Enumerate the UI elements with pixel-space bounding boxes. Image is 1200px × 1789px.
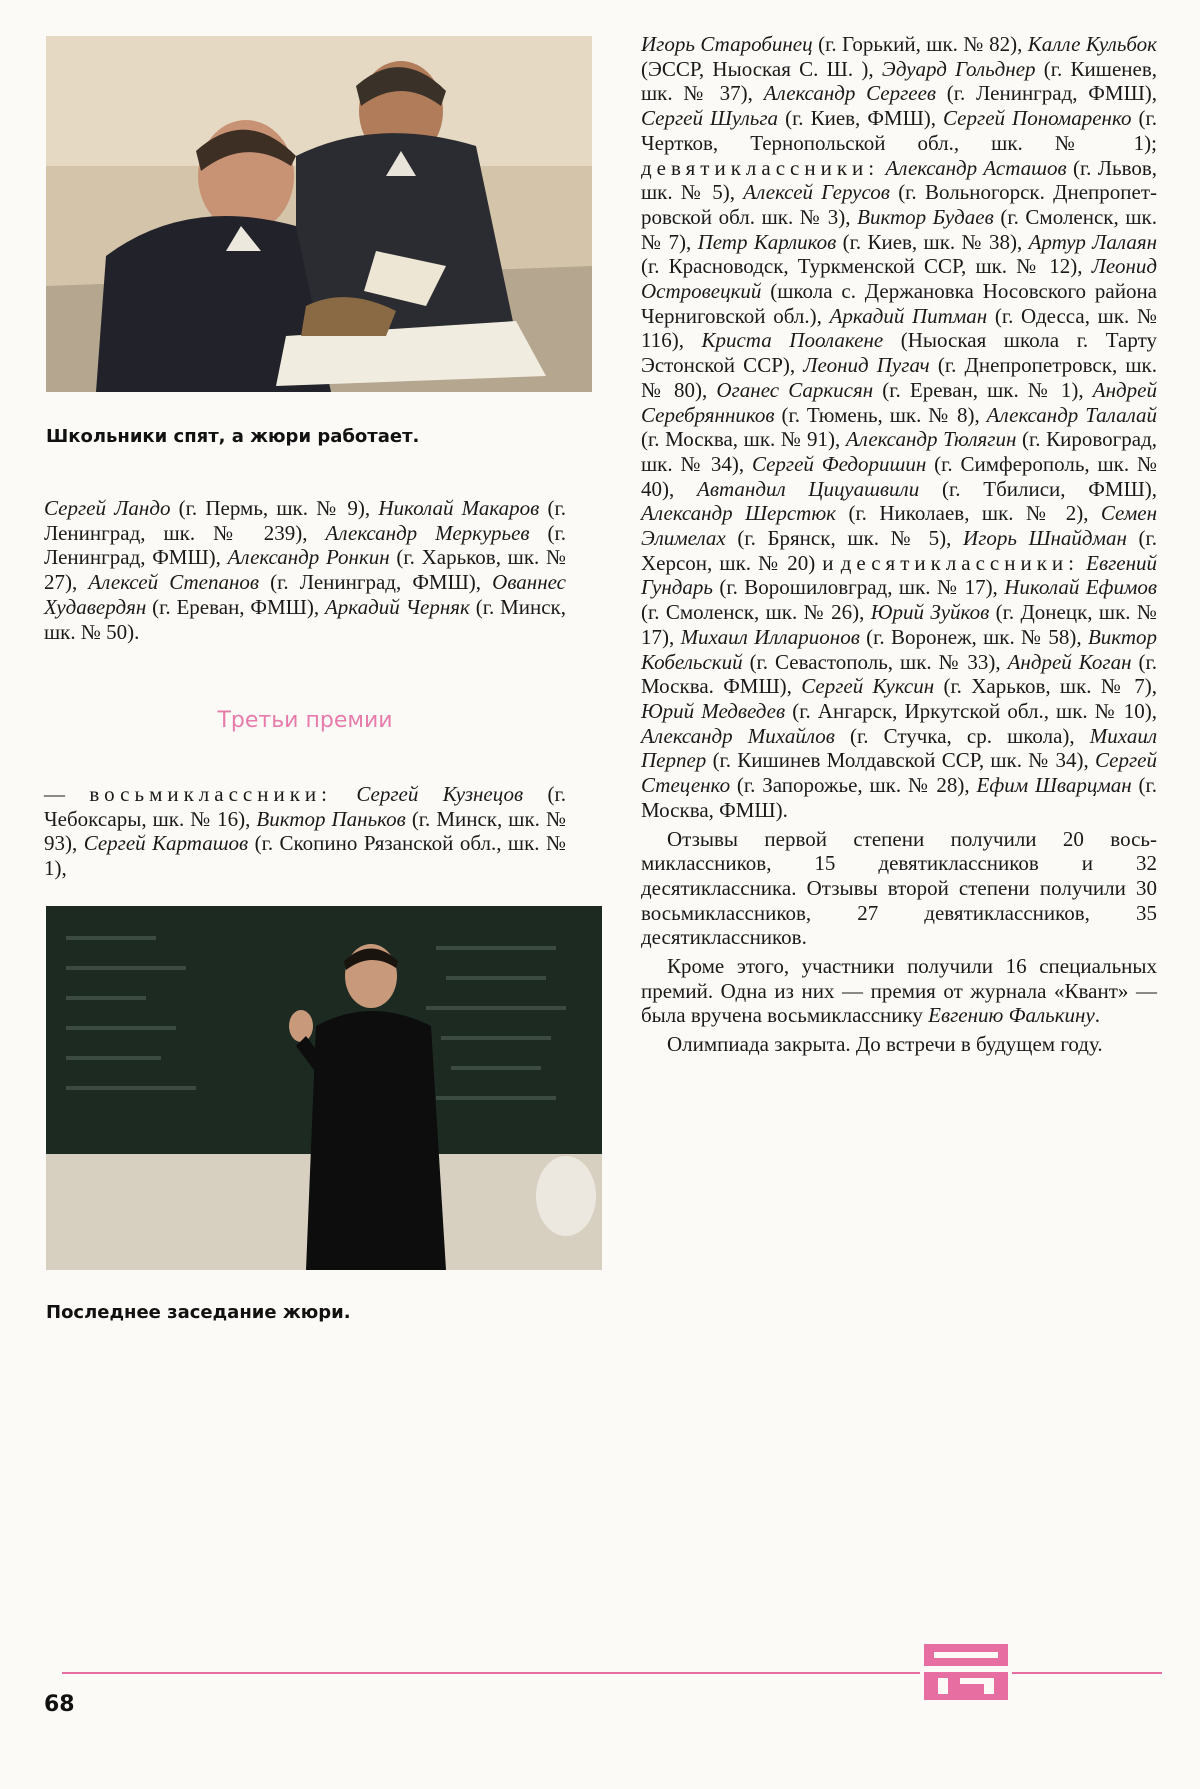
person-name: Виктор Кобельский xyxy=(641,624,1158,674)
photo-jury-working-image xyxy=(46,36,592,392)
person-name: Николай Макаров xyxy=(378,496,540,520)
person-name: Автандил Цицуашвили xyxy=(697,476,920,501)
text: (г. Кировоград, шк. № 34), xyxy=(641,427,1158,476)
person-name: Александр Асташов xyxy=(885,155,1067,180)
photo-last-jury-meeting xyxy=(46,906,602,1270)
page-number: 68 xyxy=(44,1692,75,1717)
text: (г. Минск, шк. № 93), xyxy=(44,806,566,856)
person-name: Сергей Пономаренко xyxy=(943,106,1132,131)
text: (г. Москва, шк. № 91), xyxy=(641,427,846,452)
person-name: Леонид Пугач xyxy=(803,353,930,378)
text: (г. Чебоксары, шк. № 16), xyxy=(44,782,566,831)
person-name: Андрей Коган xyxy=(1007,649,1132,674)
paragraph-honorable-mentions: Отзывы первой степени получили 20 восьмиклассников, 15 девятиклассников и 32 десятиклассника. Отзывы второй степени получили 30 восьмиклассников, 27 девятиклассников, 35 десятиклассников. xyxy=(641,826,1157,950)
person-name: Александр Шерстюк xyxy=(641,501,836,526)
text: (г. Смоленск, шк. № 7), xyxy=(641,204,1157,254)
right-column-text xyxy=(641,32,1157,1057)
text: (г. Харьков, шк. № 27), xyxy=(44,545,567,595)
text: (г. Херсон, шк. № 20) и xyxy=(641,526,1157,575)
text: (г. Ереван, шк. № 1), xyxy=(873,377,1093,402)
text: (г. Киев, ФМШ), xyxy=(778,106,944,131)
person-name: Виктор Паньков xyxy=(256,806,406,831)
person-name: Юрий Медведев xyxy=(641,698,786,723)
text: (г. Ворошиловград, шк. № 17), xyxy=(712,575,1005,600)
text: (г. Стучка, ср. школа), xyxy=(834,723,1090,748)
text: (г. Симферополь, шк. № 40), xyxy=(641,451,1157,501)
text: (г. Москва. ФМШ), xyxy=(641,649,1157,699)
person-name: Игорь Шнайдман xyxy=(963,526,1127,551)
person-name: Александр Талалай xyxy=(986,402,1157,427)
text: (г. Тюмень, шк. № 8), xyxy=(774,402,987,427)
person-name: Эдуард Гольднер xyxy=(881,56,1036,81)
person-name: Криста Поолакене xyxy=(701,328,884,353)
photo-last-jury-meeting-image xyxy=(46,906,602,1270)
text: (г. Смоленск, шк. № 26), xyxy=(641,600,871,625)
person-name: Сергей Федоришин xyxy=(751,451,927,476)
text: — xyxy=(44,782,90,806)
text: . xyxy=(1094,1003,1101,1028)
person-name: Александр Тюлягин xyxy=(845,427,1017,452)
text: (г. Одесса, шк. № 116), xyxy=(641,303,1157,353)
text: (г. Брянск, шк. № 5), xyxy=(725,526,964,551)
text: (г. Ленинград, шк. № 239), xyxy=(44,496,566,545)
text: (ЭССР, Ныоская С. Ш. ), xyxy=(641,56,882,81)
person-name: Аркадий Питман xyxy=(829,303,988,328)
second-prize-list-continued xyxy=(44,496,566,644)
text: (г. Ленинград, ФМШ), xyxy=(259,570,493,595)
text: (г. Пермь, шк. № 9), xyxy=(170,496,379,520)
text: (г. Воронеж, шк. № 58), xyxy=(859,624,1088,649)
text: (г. Минск, шк. № 50). xyxy=(44,594,566,644)
text: (г. Кишинев Молдавской ССР, шк. № 34), xyxy=(706,748,1095,773)
text: (г. Донецк, шк. № 17), xyxy=(641,600,1157,649)
left-column-text-bottom xyxy=(44,782,566,881)
text: (г. Киев, шк. № 38), xyxy=(836,229,1029,254)
text: (г. Севастополь, шк. № 33), xyxy=(742,649,1008,674)
person-name: Сергей Стеценко xyxy=(641,748,1157,798)
person-name: Сергей Шульга xyxy=(641,106,779,131)
person-name: Евгению Фалькину xyxy=(928,1003,1095,1028)
text: (г. Николаев, шк. № 2), xyxy=(835,501,1101,526)
person-name: Алексей Степанов xyxy=(88,570,260,595)
left-column-text-top xyxy=(44,496,566,644)
person-name: Артур Лалаян xyxy=(1028,229,1157,254)
grade-label: восьмиклассники: xyxy=(89,782,332,806)
person-name: Андрей Серебрянников xyxy=(641,377,1157,427)
person-name: Николай Ефимов xyxy=(1004,575,1157,600)
person-name: Сергей Карташов xyxy=(83,831,249,856)
grade-label: десятиклассники: xyxy=(840,550,1080,575)
person-name: Игорь Старобинец xyxy=(641,32,813,56)
text: (г. Кишенев, шк. № 37), xyxy=(641,56,1157,106)
person-name: Александр Михайлов xyxy=(641,723,835,748)
person-name: Оганес Саркисян xyxy=(716,377,874,402)
text: (г. Ереван, ФМШ), xyxy=(146,594,325,619)
person-name: Сергей Кузнецов xyxy=(356,782,524,806)
person-name: Юрий Зуйков xyxy=(870,600,990,625)
text: (г. Запорожье, шк. № 28), xyxy=(730,773,977,798)
text: (г. Красноводск, Туркменской ССР, шк. № 12), xyxy=(641,254,1092,279)
person-name: Аркадий Черняк xyxy=(324,594,470,619)
photo-jury-working xyxy=(46,36,592,392)
text: (г. Ангарск, Иркутской обл., шк. № 10), xyxy=(785,698,1157,723)
text: (г. Ленинград, ФМШ), xyxy=(936,81,1158,106)
person-name: Сергей Куксин xyxy=(801,674,935,699)
person-name: Виктор Будаев xyxy=(857,204,994,229)
text: (школа с. Держановка Носовского района Черниговской обл.), xyxy=(641,279,1157,328)
photo-caption-jury-working: Школьники спят, а жюри работает. xyxy=(46,426,420,447)
third-prize-list-continued xyxy=(641,32,1157,823)
person-name: Калле Кульбок xyxy=(1027,32,1157,56)
person-name: Алексей Герусов xyxy=(743,180,890,205)
person-name: Петр Карликов xyxy=(697,229,837,254)
text: Кроме этого, участники получили 16 специальных премий. Одна из них — премия от журнала «Квант» — была вручена восьмикласснику xyxy=(641,954,1157,1028)
text: (г. Вольногорск. Днепропетровской обл. шк. № 3), xyxy=(641,180,1157,229)
paragraph-special-prizes xyxy=(641,954,1157,1028)
grade-label: девятиклассники: xyxy=(641,155,880,180)
text: (г. Ленинград, ФМШ), xyxy=(44,520,567,570)
text: (г. Чертков, Тернопольской обл., шк. № 1); xyxy=(641,106,1157,155)
text: (г. Днепропетровск, шк. № 80), xyxy=(641,353,1157,402)
person-name: Евгений Гундарь xyxy=(641,550,1158,600)
person-name: Ованнес Худавердян xyxy=(44,570,566,619)
text: (г. Тбилиси, ФМШ), xyxy=(919,476,1157,501)
section-heading-third-prizes: Третьи премии xyxy=(217,708,393,733)
text: (г. Львов, шк. № 5), xyxy=(641,155,1158,205)
third-prize-list xyxy=(44,782,566,881)
person-name: Ефим Шварцман xyxy=(976,773,1132,798)
person-name: Сергей Ландо xyxy=(44,496,171,520)
person-name: Михаил Перпер xyxy=(641,723,1157,773)
text: (г. Москва, ФМШ). xyxy=(641,773,1157,822)
person-name: Александр Меркурьев xyxy=(325,520,530,545)
paragraph-closing: Олимпиада закрыта. До встречи в будущем году. xyxy=(667,1032,1103,1057)
person-name: Семен Элимелах xyxy=(641,501,1157,551)
text: (Ныоская школа г. Тарту Эстонской ССР), xyxy=(641,328,1157,378)
text: (г. Скопино Рязанской обл., шк. № 1), xyxy=(44,831,567,881)
kvant-logo-icon xyxy=(920,1638,1012,1704)
photo-caption-last-jury-meeting: Последнее заседание жюри. xyxy=(46,1302,351,1323)
text: (г. Горький, шк. № 82), xyxy=(812,32,1028,56)
person-name: Михаил Илларионов xyxy=(680,624,860,649)
person-name: Леонид Островецкий xyxy=(641,254,1157,304)
person-name: Александр Сергеев xyxy=(763,81,937,106)
text: (г. Харьков, шк. № 7), xyxy=(934,674,1157,699)
text xyxy=(332,782,356,806)
person-name: Александр Ронкин xyxy=(227,545,390,570)
